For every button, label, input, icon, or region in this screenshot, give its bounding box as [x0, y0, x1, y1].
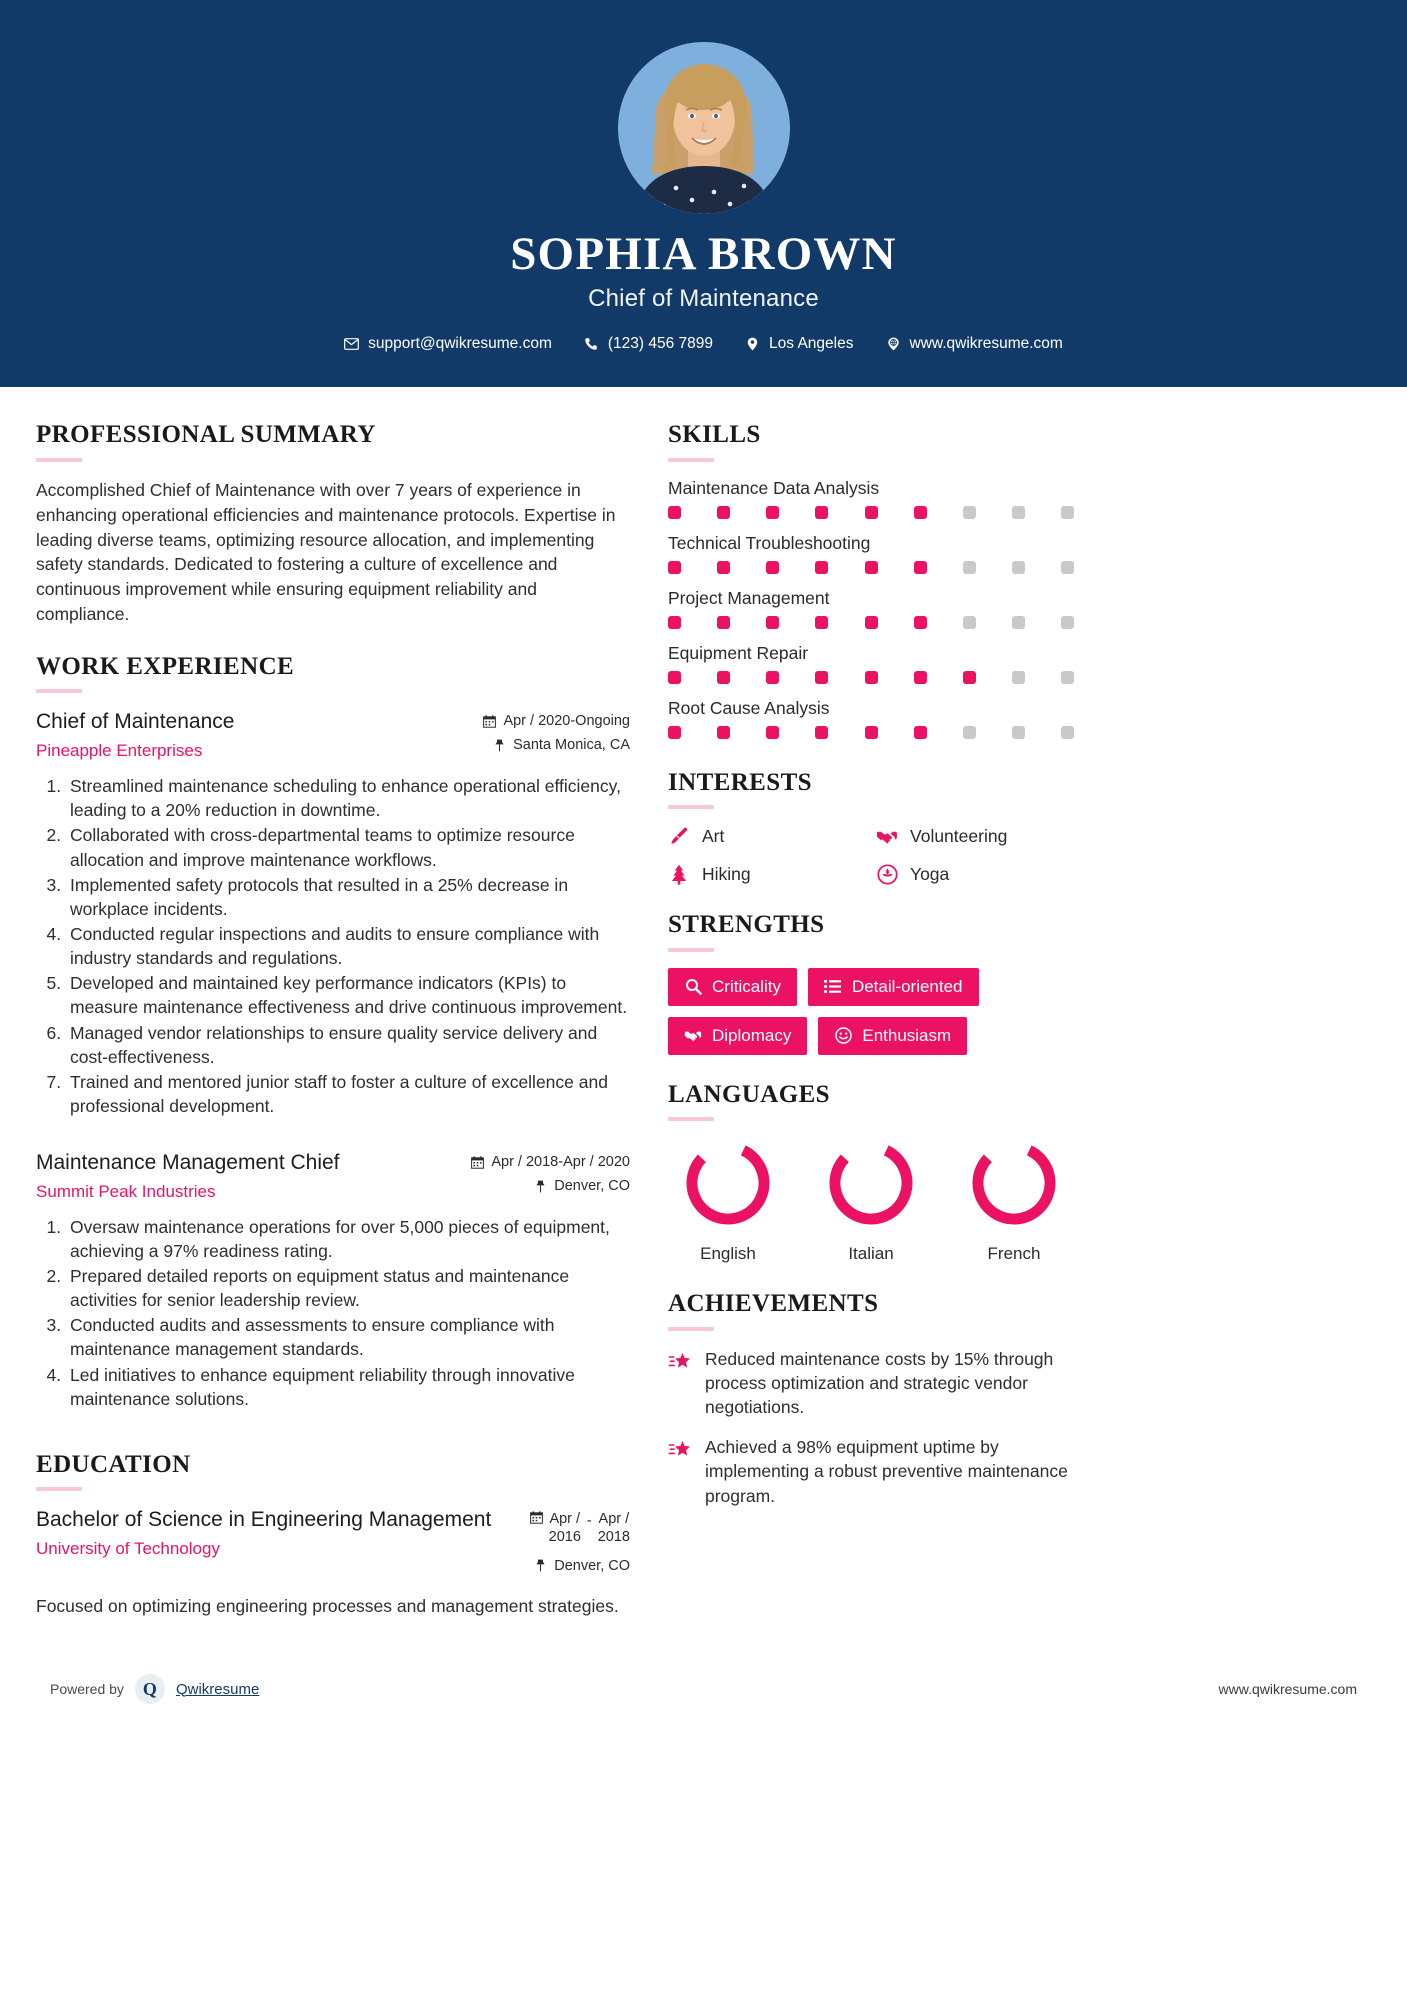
- skill-dot-filled: [766, 726, 779, 739]
- avatar: [618, 42, 790, 214]
- experience-bullets: [36, 774, 630, 1118]
- contact-phone-text: (123) 456 7899: [607, 335, 714, 353]
- skill-dot-filled: [717, 506, 730, 519]
- resume-header: [0, 0, 1407, 387]
- list-item: 2. Collaborated with cross-departmental teams to optimize resource allocation and improve maintenance workflows.: [66, 823, 630, 871]
- skill-dot-filled: [865, 561, 878, 574]
- contact-location-text: Los Angeles: [769, 335, 854, 353]
- education-date-end-year: 2018: [597, 1528, 630, 1545]
- experience-bullets: [36, 1215, 630, 1411]
- section-rule: [668, 1327, 714, 1331]
- experience-dates: [471, 1154, 630, 1170]
- magnifier-icon: [684, 978, 702, 996]
- skill-dot-filled: [815, 671, 828, 684]
- skill-dot-empty: [963, 616, 976, 629]
- pushpin-icon: [534, 1559, 547, 1573]
- spacer: [668, 885, 1074, 911]
- education-date-start-month: Apr /: [549, 1511, 581, 1528]
- strength-chip-detail-oriented: [808, 968, 979, 1006]
- contact-location: [729, 335, 869, 353]
- skill-dot-filled: [668, 616, 681, 629]
- interest-item: [668, 863, 866, 885]
- contact-row: [0, 335, 1407, 353]
- spacer: [668, 1055, 1074, 1081]
- language-item: [668, 1137, 788, 1264]
- skill-dot-filled: [914, 616, 927, 629]
- section-work-experience: [36, 653, 630, 1411]
- section-rule: [36, 1487, 82, 1491]
- language-item: [811, 1137, 931, 1264]
- skill-row: [668, 588, 1074, 629]
- list-item: 4. Conducted regular inspections and audits to ensure compliance with industry standards and regulations.: [66, 922, 630, 970]
- resume-body: [0, 387, 1407, 1624]
- experience-dates: [483, 713, 630, 729]
- skill-dot-filled: [766, 616, 779, 629]
- section-rule: [668, 1117, 714, 1121]
- experience-location-text: Santa Monica, CA: [513, 737, 630, 754]
- spacer: [668, 753, 1074, 769]
- experience-entry: [36, 709, 630, 1118]
- achievement-text: Achieved a 98% equipment uptime by implementing a robust preventive maintenance program.: [705, 1437, 1068, 1506]
- skill-dot-empty: [963, 561, 976, 574]
- section-education: [36, 1451, 630, 1618]
- strength-label: Criticality: [712, 976, 781, 996]
- experience-dates-text: Apr / 2018-Apr / 2020: [491, 1154, 630, 1171]
- languages-row: [668, 1137, 1074, 1264]
- skill-dot-filled: [717, 561, 730, 574]
- list-item: 3. Conducted audits and assessments to ensure compliance with maintenance management standards.: [66, 1313, 630, 1361]
- left-column: [36, 421, 630, 1624]
- page-title: SOPHIA BROWN: [510, 228, 897, 280]
- skill-dot-empty: [1012, 561, 1025, 574]
- skill-dot-empty: [963, 506, 976, 519]
- strengths-list: [668, 968, 1074, 1055]
- list-item: 6. Managed vendor relationships to ensure quality service delivery and cost-effectiveness.: [66, 1021, 630, 1069]
- skill-dot-filled: [668, 726, 681, 739]
- skill-dot-filled: [914, 726, 927, 739]
- education-school: University of Technology: [36, 1539, 220, 1559]
- strength-chip-diplomacy: [668, 1017, 807, 1055]
- education-degree: Bachelor of Science in Engineering Management: [36, 1508, 492, 1532]
- education-entry: [36, 1507, 630, 1618]
- phone-icon: [584, 337, 599, 352]
- skill-dot-empty: [1012, 506, 1025, 519]
- experience-dates-text: Apr / 2020-Ongoing: [503, 713, 630, 730]
- section-rule: [668, 805, 714, 809]
- section-rule: [668, 458, 714, 462]
- experience-entry-header: [36, 709, 630, 762]
- skill-dot-filled: [766, 506, 779, 519]
- interest-label: Art: [702, 825, 725, 846]
- education-description: Focused on optimizing engineering processes and management strategies.: [36, 1595, 619, 1616]
- experience-company: Summit Peak Industries: [36, 1181, 216, 1201]
- education-location-text: Denver, CO: [554, 1557, 630, 1574]
- language-label: French: [987, 1244, 1041, 1264]
- summary-text: Accomplished Chief of Maintenance with over 7 years of experience in enhancing operational efficiencies and maintenance protocols. Expertise in leading diverse teams, optimizing resource allocation, and implementing safety standards. Dedicated to fostering a culture of excellence and continuous improvement while ensuring equipment reliability and compliance.: [36, 479, 616, 625]
- section-heading-skills: SKILLS: [668, 421, 761, 449]
- experience-entry-header: [36, 1150, 630, 1203]
- handshake-icon: [684, 1027, 702, 1045]
- strength-chip-enthusiasm: [818, 1017, 967, 1055]
- list-item: 7. Trained and mentored junior staff to foster a culture of excellence and professional development.: [66, 1070, 630, 1118]
- section-languages: [668, 1081, 1074, 1265]
- experience-entry-left: [36, 709, 469, 762]
- qwikresume-logo-icon: Q: [135, 1674, 165, 1704]
- achievement-text: Reduced maintenance costs by 15% through process optimization and strategic vendor negotiations.: [705, 1348, 1054, 1418]
- list-item: 3. Implemented safety protocols that resulted in a 25% decrease in workplace incidents.: [66, 873, 630, 921]
- skill-dot-empty: [1061, 726, 1074, 739]
- smiley-icon: [834, 1027, 852, 1045]
- language-label: Italian: [848, 1244, 894, 1264]
- skill-dot-filled: [865, 616, 878, 629]
- spacer: [36, 1417, 630, 1451]
- skill-dot-empty: [1061, 561, 1074, 574]
- experience-role: Chief of Maintenance: [36, 710, 235, 734]
- education-meta: [530, 1507, 630, 1581]
- experience-entry: [36, 1150, 630, 1411]
- education-date-end-month: Apr /: [598, 1511, 630, 1528]
- skill-rating: [668, 616, 1074, 629]
- interest-label: Volunteering: [910, 825, 1008, 846]
- skill-dot-filled: [668, 561, 681, 574]
- skill-label: Equipment Repair: [668, 642, 809, 663]
- skill-dot-filled: [668, 671, 681, 684]
- footer-brand: [50, 1674, 259, 1704]
- section-heading-education: EDUCATION: [36, 1450, 191, 1478]
- skill-dot-empty: [963, 726, 976, 739]
- skills-list: [668, 478, 1074, 739]
- spacer: [668, 1264, 1074, 1290]
- skill-dot-filled: [717, 726, 730, 739]
- skill-rating: [668, 671, 1074, 684]
- skill-dot-empty: [1012, 726, 1025, 739]
- interest-label: Hiking: [702, 863, 751, 884]
- skill-dot-empty: [1061, 616, 1074, 629]
- interests-grid: [668, 825, 1074, 885]
- skill-dot-filled: [815, 506, 828, 519]
- tree-icon: [668, 863, 690, 885]
- skill-rating: [668, 726, 1074, 739]
- language-donut: [825, 1137, 917, 1229]
- skill-dot-filled: [865, 671, 878, 684]
- education-date-separator: -: [586, 1513, 592, 1530]
- skill-dot-empty: [1061, 671, 1074, 684]
- education-entry-header: [36, 1507, 630, 1581]
- skill-dot-filled: [914, 671, 927, 684]
- skill-label: Technical Troubleshooting: [668, 532, 871, 553]
- skill-dot-filled: [717, 671, 730, 684]
- skill-dot-empty: [1012, 671, 1025, 684]
- list-icon: [824, 978, 842, 996]
- list-item: 1. Streamlined maintenance scheduling to enhance operational efficiency, leading to a 20% reduction in downtime.: [66, 774, 630, 822]
- education-dates: [530, 1511, 630, 1545]
- education-date-start-year: 2016: [548, 1528, 581, 1545]
- education-entry-left: [36, 1507, 516, 1560]
- list-item: 5. Developed and maintained key performance indicators (KPIs) to measure maintenance effectiveness and drive continuous improvement.: [66, 971, 630, 1019]
- calendar-icon: [471, 1155, 484, 1169]
- skill-dot-filled: [914, 561, 927, 574]
- right-column: [668, 421, 1074, 1523]
- powered-by-label: Powered by: [50, 1681, 124, 1698]
- experience-location: [471, 1178, 630, 1194]
- contact-website[interactable]: [870, 335, 1079, 353]
- skill-dot-filled: [963, 671, 976, 684]
- skill-dot-filled: [815, 561, 828, 574]
- list-item: 2. Prepared detailed reports on equipment status and maintenance activities for senior leadership review.: [66, 1264, 630, 1312]
- shooting-star-icon: [668, 1350, 692, 1374]
- section-heading-summary: PROFESSIONAL SUMMARY: [36, 421, 376, 449]
- skill-row: [668, 698, 1074, 739]
- strength-label: Detail-oriented: [851, 976, 963, 996]
- strength-label: Enthusiasm: [862, 1025, 952, 1045]
- lotus-icon: [876, 863, 898, 885]
- section-heading-languages: LANGUAGES: [668, 1080, 830, 1108]
- language-donut: [968, 1137, 1060, 1229]
- contact-phone[interactable]: [568, 335, 729, 353]
- skill-dot-filled: [717, 616, 730, 629]
- globe-icon: [886, 337, 901, 352]
- skill-row: [668, 478, 1074, 519]
- spacer: [36, 1124, 630, 1150]
- skill-dot-filled: [914, 506, 927, 519]
- resume-footer: [0, 1648, 1407, 1724]
- skill-row: [668, 643, 1074, 684]
- skill-dot-empty: [1061, 506, 1074, 519]
- achievement-item: [668, 1435, 1074, 1507]
- skill-label: Maintenance Data Analysis: [668, 477, 880, 498]
- experience-entry-left: [36, 1150, 457, 1203]
- section-heading-experience: WORK EXPERIENCE: [36, 652, 295, 680]
- experience-location: [483, 737, 630, 753]
- contact-email-text: support@qwikresume.com: [368, 335, 552, 353]
- section-achievements: [668, 1290, 1074, 1507]
- skill-dot-filled: [668, 506, 681, 519]
- interest-label: Yoga: [910, 863, 950, 884]
- experience-location-text: Denver, CO: [554, 1178, 630, 1195]
- section-heading-interests: INTERESTS: [668, 768, 812, 796]
- skill-rating: [668, 506, 1074, 519]
- spacer: [36, 627, 630, 653]
- experience-meta: [471, 1150, 630, 1202]
- language-donut: [682, 1137, 774, 1229]
- section-skills: [668, 421, 1074, 739]
- skill-dot-filled: [815, 726, 828, 739]
- section-strengths: [668, 911, 1074, 1055]
- job-title: Chief of Maintenance: [588, 285, 819, 313]
- list-item: 1. Oversaw maintenance operations for over 5,000 pieces of equipment, achieving a 97% readiness rating.: [66, 1215, 630, 1263]
- shooting-star-icon: [668, 1438, 692, 1462]
- education-location: [530, 1558, 630, 1574]
- skill-label: Root Cause Analysis: [668, 697, 830, 718]
- calendar-icon: [530, 1511, 543, 1529]
- experience-meta: [483, 709, 630, 761]
- skill-dot-filled: [766, 561, 779, 574]
- strength-chip-criticality: [668, 968, 797, 1006]
- envelope-icon: [344, 337, 359, 352]
- contact-website-text: www.qwikresume.com: [909, 335, 1063, 353]
- pushpin-icon: [534, 1179, 547, 1193]
- footer-website: www.qwikresume.com: [1218, 1681, 1357, 1698]
- skill-dot-filled: [815, 616, 828, 629]
- skill-row: [668, 533, 1074, 574]
- section-rule: [668, 948, 714, 952]
- skill-dot-filled: [865, 726, 878, 739]
- list-item: 4. Led initiatives to enhance equipment reliability through innovative maintenance solutions.: [66, 1363, 630, 1411]
- qwikresume-link[interactable]: Qwikresume: [175, 1680, 260, 1698]
- skill-label: Project Management: [668, 587, 830, 608]
- strength-label: Diplomacy: [712, 1025, 792, 1045]
- handshake-icon: [876, 825, 898, 847]
- skill-dot-filled: [865, 506, 878, 519]
- interest-item: [668, 825, 866, 847]
- skill-dot-filled: [766, 671, 779, 684]
- experience-role: Maintenance Management Chief: [36, 1151, 340, 1175]
- skill-rating: [668, 561, 1074, 574]
- education-date-end: [598, 1511, 630, 1545]
- contact-email[interactable]: [328, 335, 568, 353]
- skill-dot-empty: [1012, 616, 1025, 629]
- section-heading-strengths: STRENGTHS: [668, 911, 825, 939]
- language-item: [954, 1137, 1074, 1264]
- education-date-start: [549, 1511, 581, 1545]
- section-rule: [36, 689, 82, 693]
- pushpin-icon: [493, 738, 506, 752]
- section-interests: [668, 769, 1074, 886]
- calendar-icon: [483, 714, 496, 728]
- experience-company: Pineapple Enterprises: [36, 741, 203, 761]
- section-heading-achievements: ACHIEVEMENTS: [668, 1290, 879, 1318]
- interest-item: [876, 825, 1074, 847]
- language-label: English: [700, 1244, 756, 1264]
- paintbrush-icon: [668, 825, 690, 847]
- interest-item: [876, 863, 1074, 885]
- avatar-photo: [618, 42, 790, 214]
- section-rule: [36, 458, 82, 462]
- map-pin-icon: [745, 337, 760, 352]
- achievement-item: [668, 1347, 1074, 1419]
- section-professional-summary: [36, 421, 630, 627]
